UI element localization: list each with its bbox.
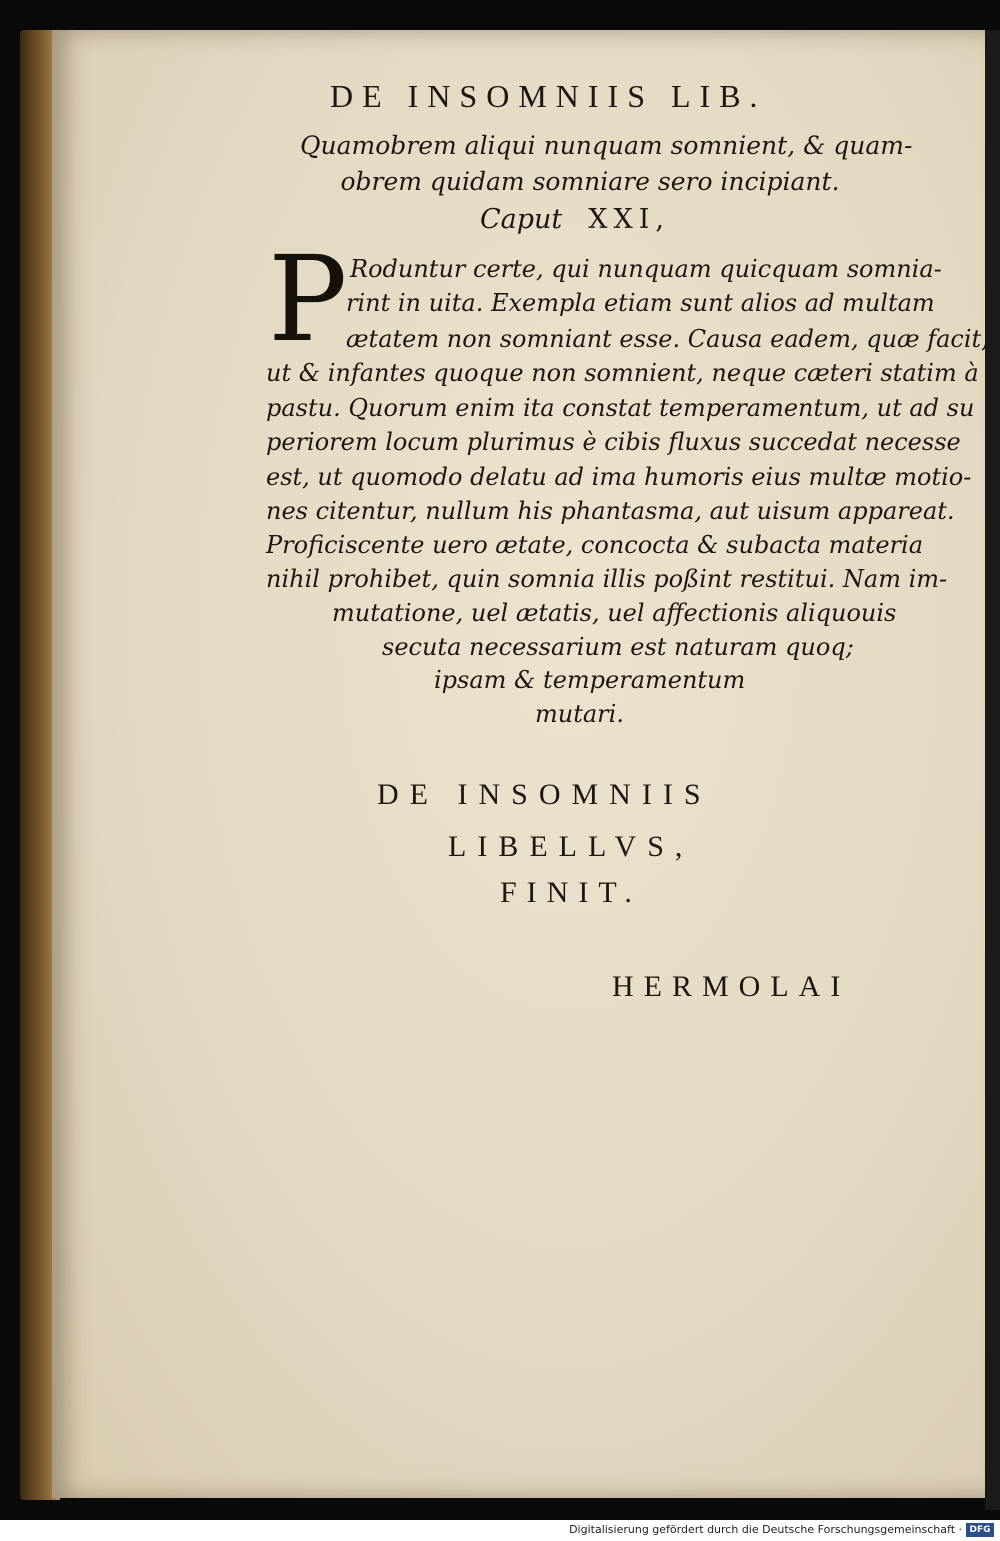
body-line: pastu. Quorum enim ita constat temperamentum, ut ad su bbox=[266, 394, 975, 422]
body-line: ipsam & temperamentum bbox=[434, 666, 746, 694]
colophon-line: FINIT. bbox=[500, 876, 642, 909]
digitization-footer bbox=[0, 1520, 1000, 1541]
colophon-line: DE INSOMNIIS bbox=[377, 778, 712, 811]
facing-page-edge bbox=[985, 30, 1000, 1510]
body-line: nes citentur, nullum his phantasma, aut uisum appareat. bbox=[266, 497, 955, 525]
body-line: Roduntur certe, qui nunquam quicquam somnia- bbox=[350, 255, 942, 283]
drop-cap: P bbox=[268, 230, 348, 368]
chapter-title-line: Quamobrem aliqui nunquam somnient, & quam- bbox=[300, 131, 913, 160]
book-page bbox=[52, 30, 992, 1498]
body-line: ætatem non somniant esse. Causa eadem, quæ facit, bbox=[346, 325, 989, 353]
body-line: nihil prohibet, quin somnia illis poßint restitui. Nam im- bbox=[266, 565, 948, 593]
running-head: DE INSOMNIIS LIB. bbox=[330, 78, 767, 114]
catchword: HERMOLAI bbox=[612, 970, 851, 1003]
chapter-title-line: obrem quidam somniare sero incipiant. bbox=[340, 167, 840, 196]
body-line: mutatione, uel ætatis, uel affectionis aliquouis bbox=[332, 599, 897, 627]
body-line: rint in uita. Exempla etiam sunt alios ad multam bbox=[346, 289, 935, 317]
body-line: periorem locum plurimus è cibis fluxus succedat necesse bbox=[266, 428, 961, 456]
body-line: secuta necessarium est naturam quoq; bbox=[382, 633, 854, 661]
body-line: est, ut quomodo delatu ad ima humoris eius multæ motio- bbox=[266, 463, 972, 491]
caput-number: XXI, bbox=[588, 204, 670, 235]
caput-label: Caput bbox=[480, 204, 563, 235]
chapter-title bbox=[300, 128, 913, 200]
body-line: ut & infantes quoque non somnient, neque cæteri statim à bbox=[266, 359, 979, 387]
footer-credit: Digitalisierung gefördert durch die Deutsche Forschungsgemeinschaft · bbox=[569, 1523, 962, 1536]
chapter-heading bbox=[480, 204, 670, 235]
dfg-logo[interactable]: DFG bbox=[966, 1523, 994, 1537]
body-line: Proficiscente uero ætate, concocta & subacta materia bbox=[266, 531, 924, 559]
body-line: mutari. bbox=[535, 700, 624, 728]
colophon-line: LIBELLVS, bbox=[448, 830, 694, 863]
